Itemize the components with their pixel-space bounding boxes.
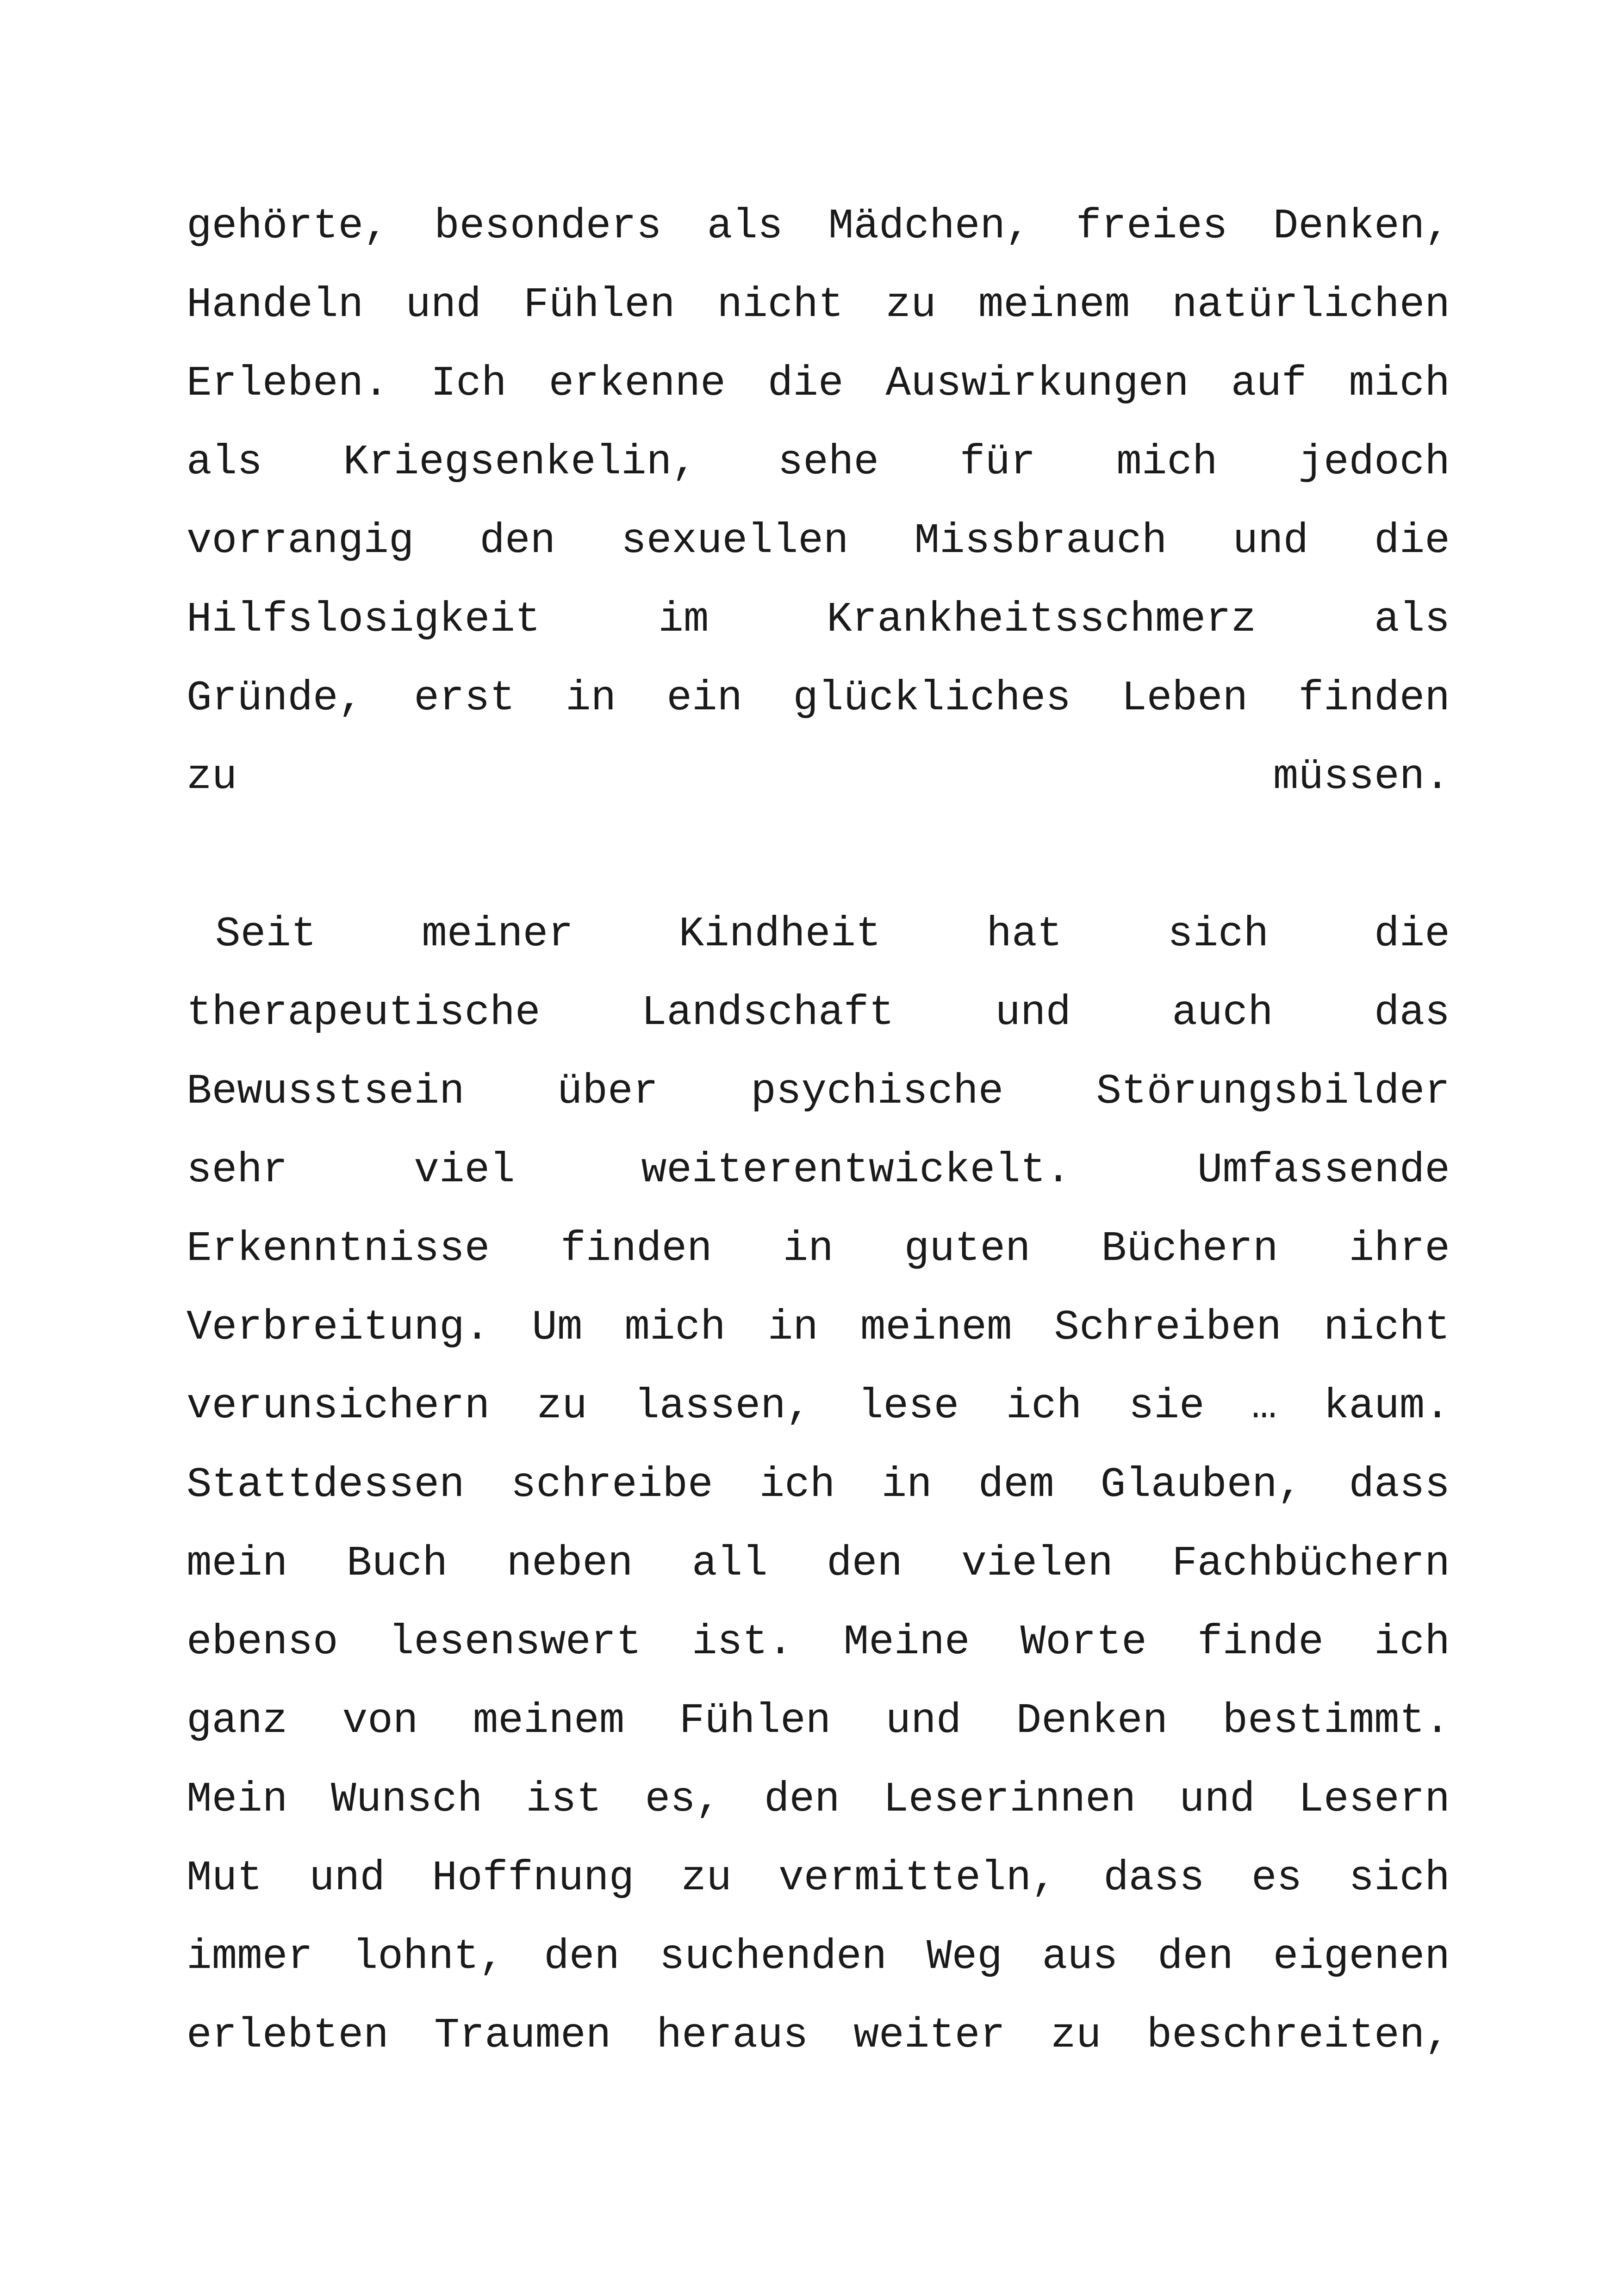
text-line: ganz von meinem Fühlen und Denken bestimmt. — [187, 1697, 1450, 1745]
text-line: erlebten Traumen heraus weiter zu beschreiten, — [187, 2012, 1450, 2060]
text-line: therapeutische Landschaft und auch das — [187, 989, 1450, 1037]
paragraph-2 — [187, 895, 1450, 2075]
text-line: Mein Wunsch ist es, den Leserinnen und Lesern — [187, 1776, 1450, 1824]
text-line: Bewusstsein über psychische Störungsbilder — [187, 1068, 1450, 1116]
text-line: Verbreitung. Um mich in meinem Schreiben nicht — [187, 1304, 1450, 1352]
text-line: mein Buch neben all den vielen Fachbüchern — [187, 1540, 1450, 1588]
text-line: ebenso lesenswert ist. Meine Worte finde ich — [187, 1619, 1450, 1666]
text-line: immer lohnt, den suchenden Weg aus den eigenen — [187, 1933, 1450, 1981]
text-line: als Kriegsenkelin, sehe für mich jedoch — [187, 439, 1450, 486]
text-line: sehr viel weiterentwickelt. Umfassende — [187, 1147, 1450, 1194]
text-line: Erleben. Ich erkenne die Auswirkungen auf mich — [187, 360, 1450, 408]
text-line: vorrangig den sexuellen Missbrauch und die — [187, 517, 1450, 565]
text-line: zu müssen. — [187, 753, 1450, 801]
text-line: Gründe, erst in ein glückliches Leben finden — [187, 675, 1450, 722]
text-line: Seit meiner Kindheit hat sich die — [215, 911, 1450, 958]
text-line: Handeln und Fühlen nicht zu meinem natürlichen — [187, 281, 1450, 329]
text-line: Hilfslosigkeit im Krankheitsschmerz als — [187, 596, 1450, 644]
text-line: verunsichern zu lassen, lese ich sie … kaum. — [187, 1383, 1450, 1430]
text-line: Erkenntnisse finden in guten Büchern ihre — [187, 1225, 1450, 1273]
text-line: Stattdessen schreibe ich in dem Glauben, dass — [187, 1461, 1450, 1509]
paragraph-1 — [187, 187, 1450, 817]
text-line: Mut und Hoffnung zu vermitteln, dass es sich — [187, 1855, 1450, 1902]
text-line: gehörte, besonders als Mädchen, freies Denken, — [187, 203, 1450, 250]
